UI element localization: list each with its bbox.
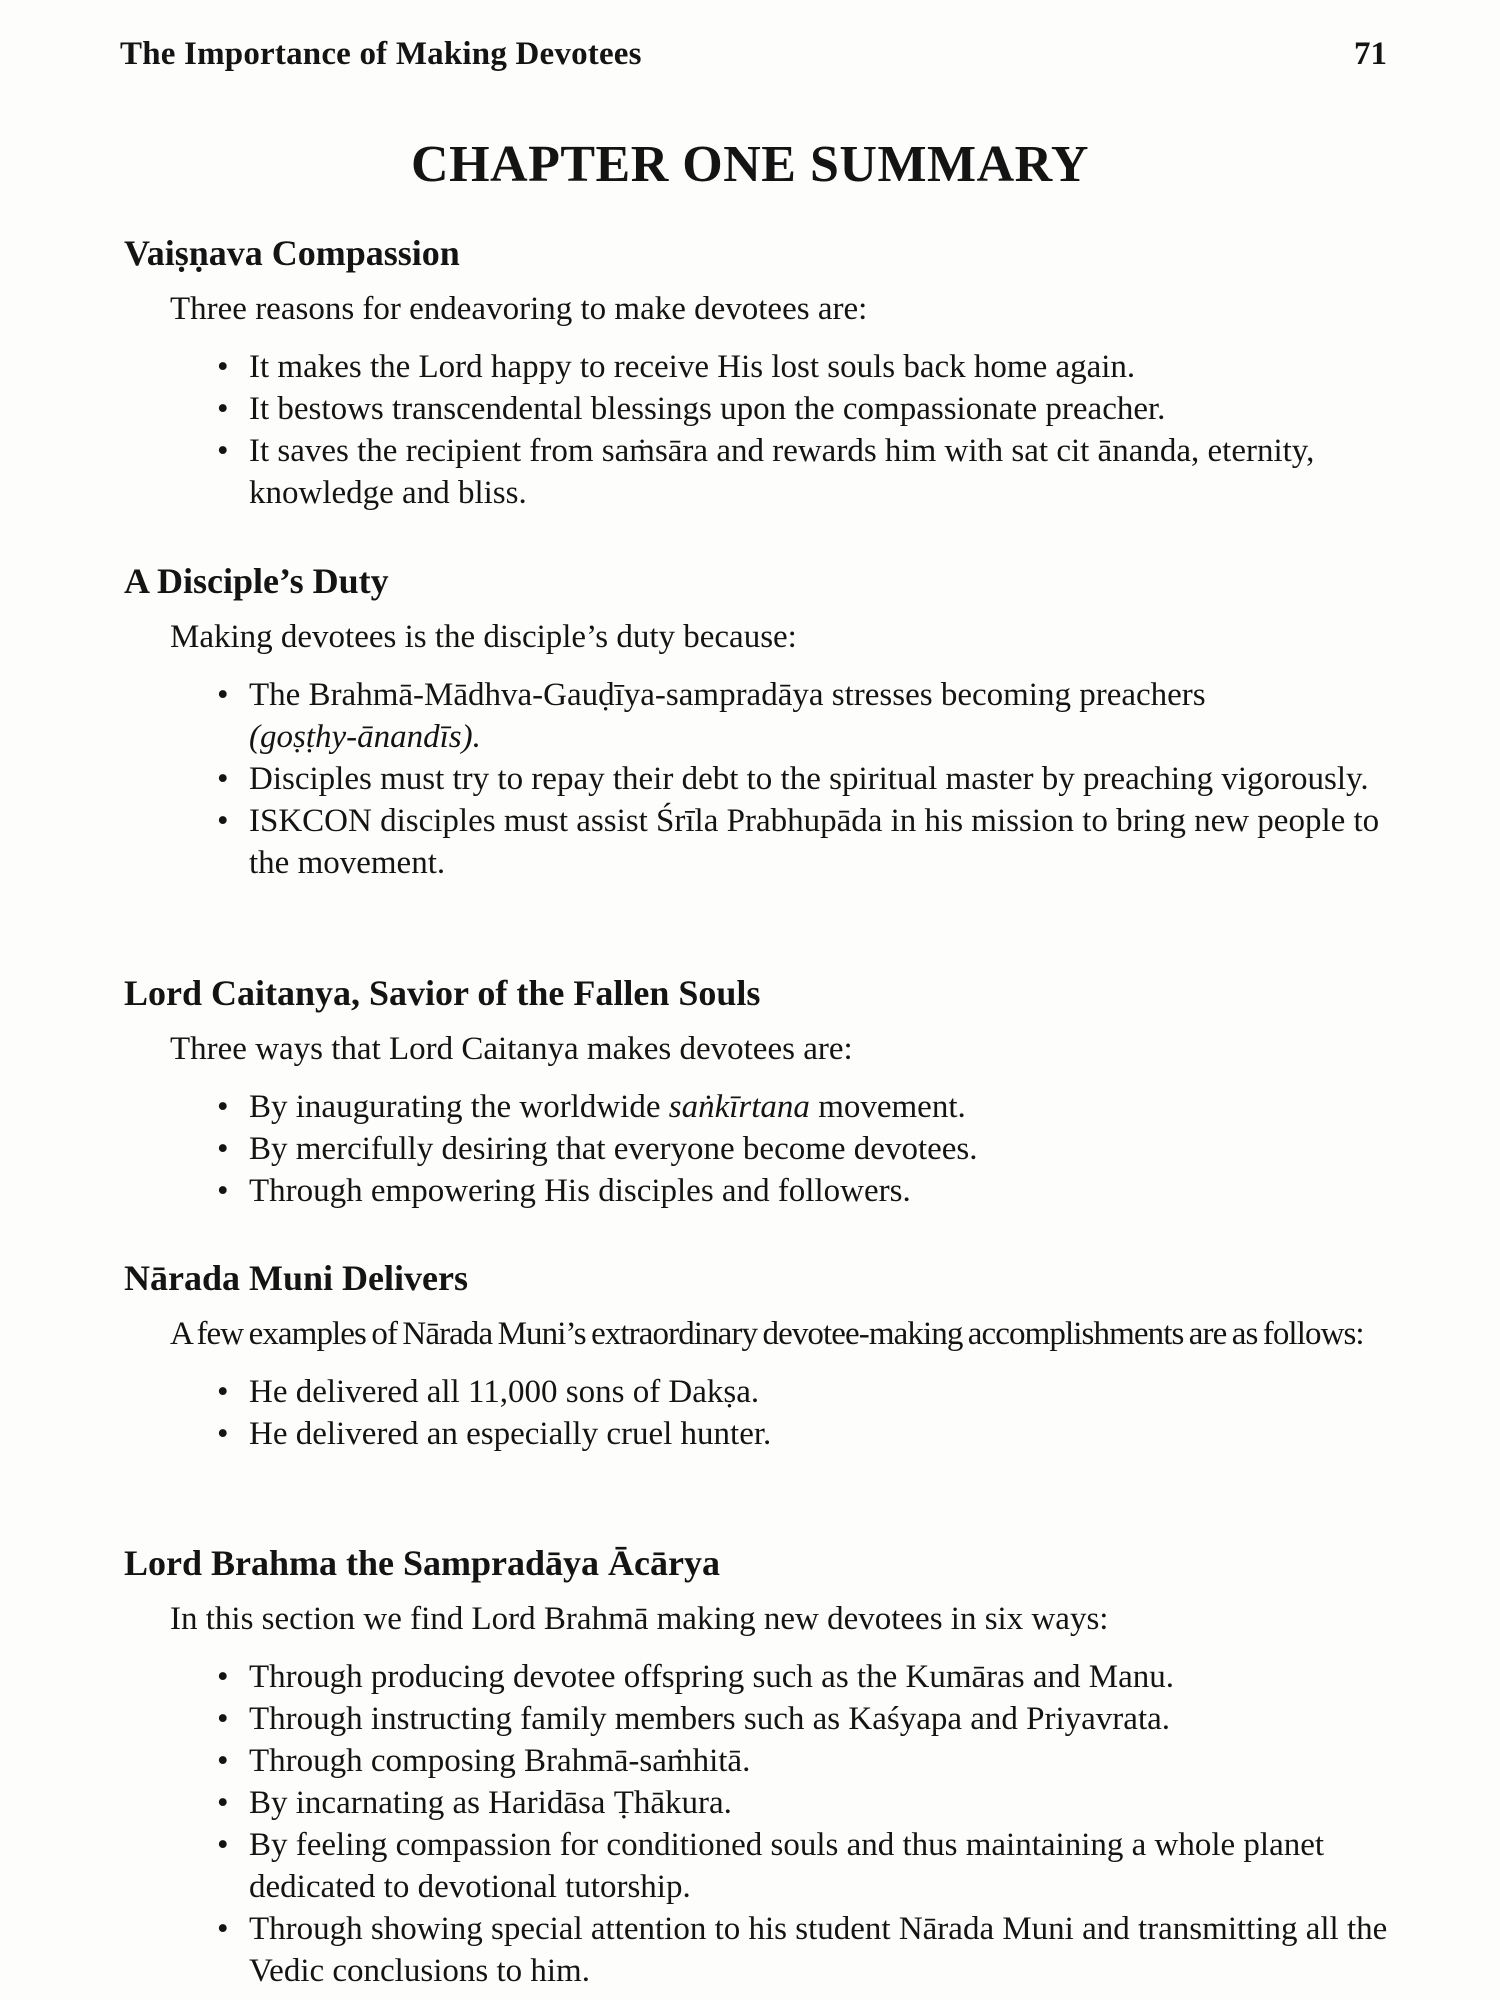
bullet-icon: • [217,1173,229,1209]
list-item: • It makes the Lord happy to receive His lost souls back home again. [0,346,1500,388]
bullet-icon: • [217,433,229,469]
bullet-icon: • [217,1827,229,1863]
list-item: • Through producing devotee offspring such as the Kumāras and Manu. [0,1656,1500,1698]
section-intro: A few examples of Nārada Muni’s extraordinary devotee-making accomplishments are as follows: [170,1316,1364,1352]
section-intro: Three ways that Lord Caitanya makes devotees are: [170,1031,853,1067]
bullet-list [0,1086,1500,1212]
section-heading: Nārada Muni Delivers [124,1258,468,1298]
list-item: • Disciples must try to repay their debt to the spiritual master by preaching vigorously. [0,758,1500,800]
bullet-icon: • [217,677,229,713]
list-item: • Through composing Brahmā-saṁhitā. [0,1740,1500,1782]
section-disciples-duty [0,560,1500,884]
list-item: • Through empowering His disciples and followers. [0,1170,1500,1212]
list-item: • By inaugurating the worldwide saṅkīrtana movement. [0,1086,1500,1128]
list-item: • ISKCON disciples must assist Śrīla Prabhupāda in his mission to bring new people to the movement. [0,800,1500,884]
bullet-icon: • [217,1701,229,1737]
section-heading: Vaiṣṇava Compassion [124,233,460,273]
bullet-icon: • [217,803,229,839]
list-item: • By mercifully desiring that everyone become devotees. [0,1128,1500,1170]
bullet-icon: • [217,1659,229,1695]
bullet-icon: • [217,1416,229,1452]
chapter-title: CHAPTER ONE SUMMARY [411,136,1089,193]
bullet-icon: • [217,1743,229,1779]
bullet-icon: • [217,1131,229,1167]
list-item: • It bestows transcendental blessings upon the compassionate preacher. [0,388,1500,430]
list-item: • He delivered all 11,000 sons of Dakṣa. [0,1371,1500,1413]
list-item: • By incarnating as Haridāsa Ṭhākura. [0,1782,1500,1824]
bullet-icon: • [217,761,229,797]
list-item: • By feeling compassion for conditioned souls and thus maintaining a whole planet dedicated to devotional tutorship. [0,1824,1500,1908]
section-heading: Lord Brahma the Sampradāya Ācārya [124,1543,720,1583]
bullet-list [0,1371,1500,1455]
section-heading: A Disciple’s Duty [124,561,389,601]
bullet-icon: • [217,349,229,385]
running-head: The Importance of Making Devotees [120,36,642,72]
section-intro: In this section we find Lord Brahmā making new devotees in six ways: [170,1601,1109,1637]
bullet-icon: • [217,1374,229,1410]
section-intro: Making devotees is the disciple’s duty because: [170,619,797,655]
bullet-icon: • [217,1785,229,1821]
page-number: 71 [1354,36,1387,72]
section-vaisnava-compassion [0,232,1500,514]
bullet-icon: • [217,1911,229,1947]
bullet-icon: • [217,1089,229,1125]
section-heading: Lord Caitanya, Savior of the Fallen Souls [124,973,761,1013]
list-item: • It saves the recipient from saṁsāra and rewards him with sat cit ānanda, eternity, knowledge and bliss. [0,430,1500,514]
list-item: • Through instructing family members such as Kaśyapa and Priyavrata. [0,1698,1500,1740]
section-lord-caitanya [0,972,1500,1212]
bullet-list [0,346,1500,514]
bullet-list [0,674,1500,884]
bullet-icon: • [217,391,229,427]
section-intro: Three reasons for endeavoring to make devotees are: [170,291,868,327]
section-narada-muni [0,1257,1500,1455]
section-lord-brahma [0,1542,1500,1992]
list-item: • He delivered an especially cruel hunter. [0,1413,1500,1455]
list-item: • Through showing special attention to his student Nārada Muni and transmitting all the Vedic conclusions to him. [0,1908,1500,1992]
bullet-list [0,1656,1500,1992]
list-item: • The Brahmā-Mādhva-Gauḍīya-sampradāya stresses becoming preachers (goṣṭhy-ānandīs). [0,674,1500,758]
